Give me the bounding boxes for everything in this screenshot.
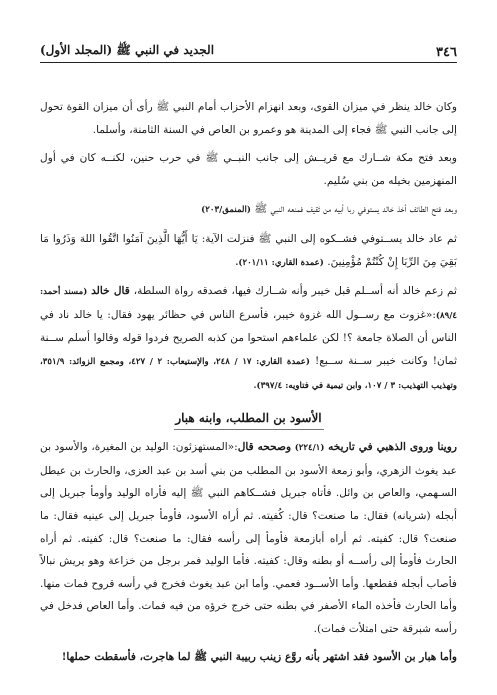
citation: (عمدة القاري: ١٧ / ٢٤٨، والإستيعاب: ٢ / ٤٢٧، ومجمع الزوائد: ٣٥١/٩، وتهذيب التهذيب: ٣ / ١٠٧، وابن تيمية في فتاويه: ٣٩٧/٤). [40,356,457,391]
bold-phrase: وصححه قال [237,441,292,454]
paragraph-text: وبعد فتح الطائف أخذ خالد يستوفي ربا أبيه من ثقيف فمنعه النبي ﷺ [254,203,457,216]
paragraph-taif [40,198,457,222]
page-number: ٣٤٦ [436,45,457,60]
paragraph-mockers [40,436,457,640]
citation: (٢٢٤/١) [294,443,325,454]
bold-phrase: قال خالد [91,285,130,298]
paragraph-khalid-balance [40,96,457,141]
citation: (مسند أحمد: ٨٩/٤) [40,287,457,321]
paragraph-khaybar [40,280,457,397]
paragraph-text: ثم زعم خالد أنه أســلم قبل خيبر وأنه شــارك فيها، فصدقه رواة السلطة، [133,285,457,298]
bold-phrase: روينا وروى الذهبي في تاريخه [328,441,457,454]
citation: (عمدة القاري: ٢٠١/١١). [235,257,324,268]
paragraph-hunayn [40,147,457,192]
page-header [40,40,457,63]
section-heading: الأسود بن المطلب، وابنه هبار [174,411,324,430]
page-body [40,96,457,675]
paragraph-text: وبعد فتح مكة شــارك مع قريــش إلى جانب النبــي ﷺ في حرب حنين، لكنــه كان في أول المنهزمين بخيله من بني سُليم. [40,152,457,187]
paragraph-text: ثم عاد خالد يســتوفي فشــكوه إلى النبي ﷺ فنزلت الآية: يَا أَيُّهَا الَّذِينَ آمَنُوا اتَّقُوا اللهَ وَذَرُوا مَا بَقِيَ مِنَ الرِّبَا إِنْ كُنْتُمْ مُؤْمِنِينَ. [40,232,457,268]
running-title: الجديد في النبي ﷺ (المجلد الأول) [40,43,215,57]
paragraph-habbar: وأما هبار بن الأسود فقد اشتهر بأنه روَّع زينب ربيبة النبي ﷺ لما هاجرت، فأسقطت حملها! [61,651,457,664]
paragraph-text: وكان خالد ينظر في ميزان القوى، وبعد انهزام الأحزاب أمام النبي ﷺ رأى أن ميزان القوة تحول إلى جانب النبي ﷺ فجاء إلى المدينة هو وعمرو بن العاص في السنة الثامنة، وأسلما. [40,101,457,136]
paragraph-text: :«غزوت مع رســول الله غزوة خيبر، فأسرع الناس في حظائر يهود فقال: يا خالد ناد في الناس أن الصلاة جامعة ؟! لكن علماءهم استحوا من كذبه الصريح فردوا قوله وقالوا أسلم ســنة ثمان! وكانت خيبر ســنة ســبع! [40,308,458,367]
paragraph-text: :«المستهزئون: الوليد بن المغيرة، والأسود بن عبد يغوث الزهري، وأبو زمعة الأسود بن المطلب من بني أسد بن عبد العزى، والحارث بن عيطل السـهمي، والعاص بن وائل. فأتاه جبريل فشــكاهم النبي ﷺ إليه فأراه الوليد وأومأ جبريل إلى أبجله (شريانه) فقال: ما صنعت؟ قال: كُفيته. ثم أراه الأسود، فأومأ جبريل إلى عينيه فقال: ما صنعت؟ قال: كفيته. ثم أراه أبازمعة فأومأ إلى رأسه فقال: ما صنعت؟ قال: كفيته. ثم أراه الحارث فأومأ إلى رأســه أو بطنه وقال: كفيته. فأما الوليد فمر برجل من خزاعة وهو يريش نبالاً فأصاب أبجله فقطعها. وأما الأســود فعمي. وأما ابن عبد يغوث فخرج في رأسه قروح فمات منها. وأما الحارث فأخذه الماء الأصفر في بطنه حتى خرج خرؤه من فيه فمات. وأما العاص فدخل في رأسه شبرقة حتى امتلأت فمات). [40,441,457,635]
paragraph-riba-verse [40,228,457,274]
citation: (المنمق/٢٠٣) [201,205,252,216]
